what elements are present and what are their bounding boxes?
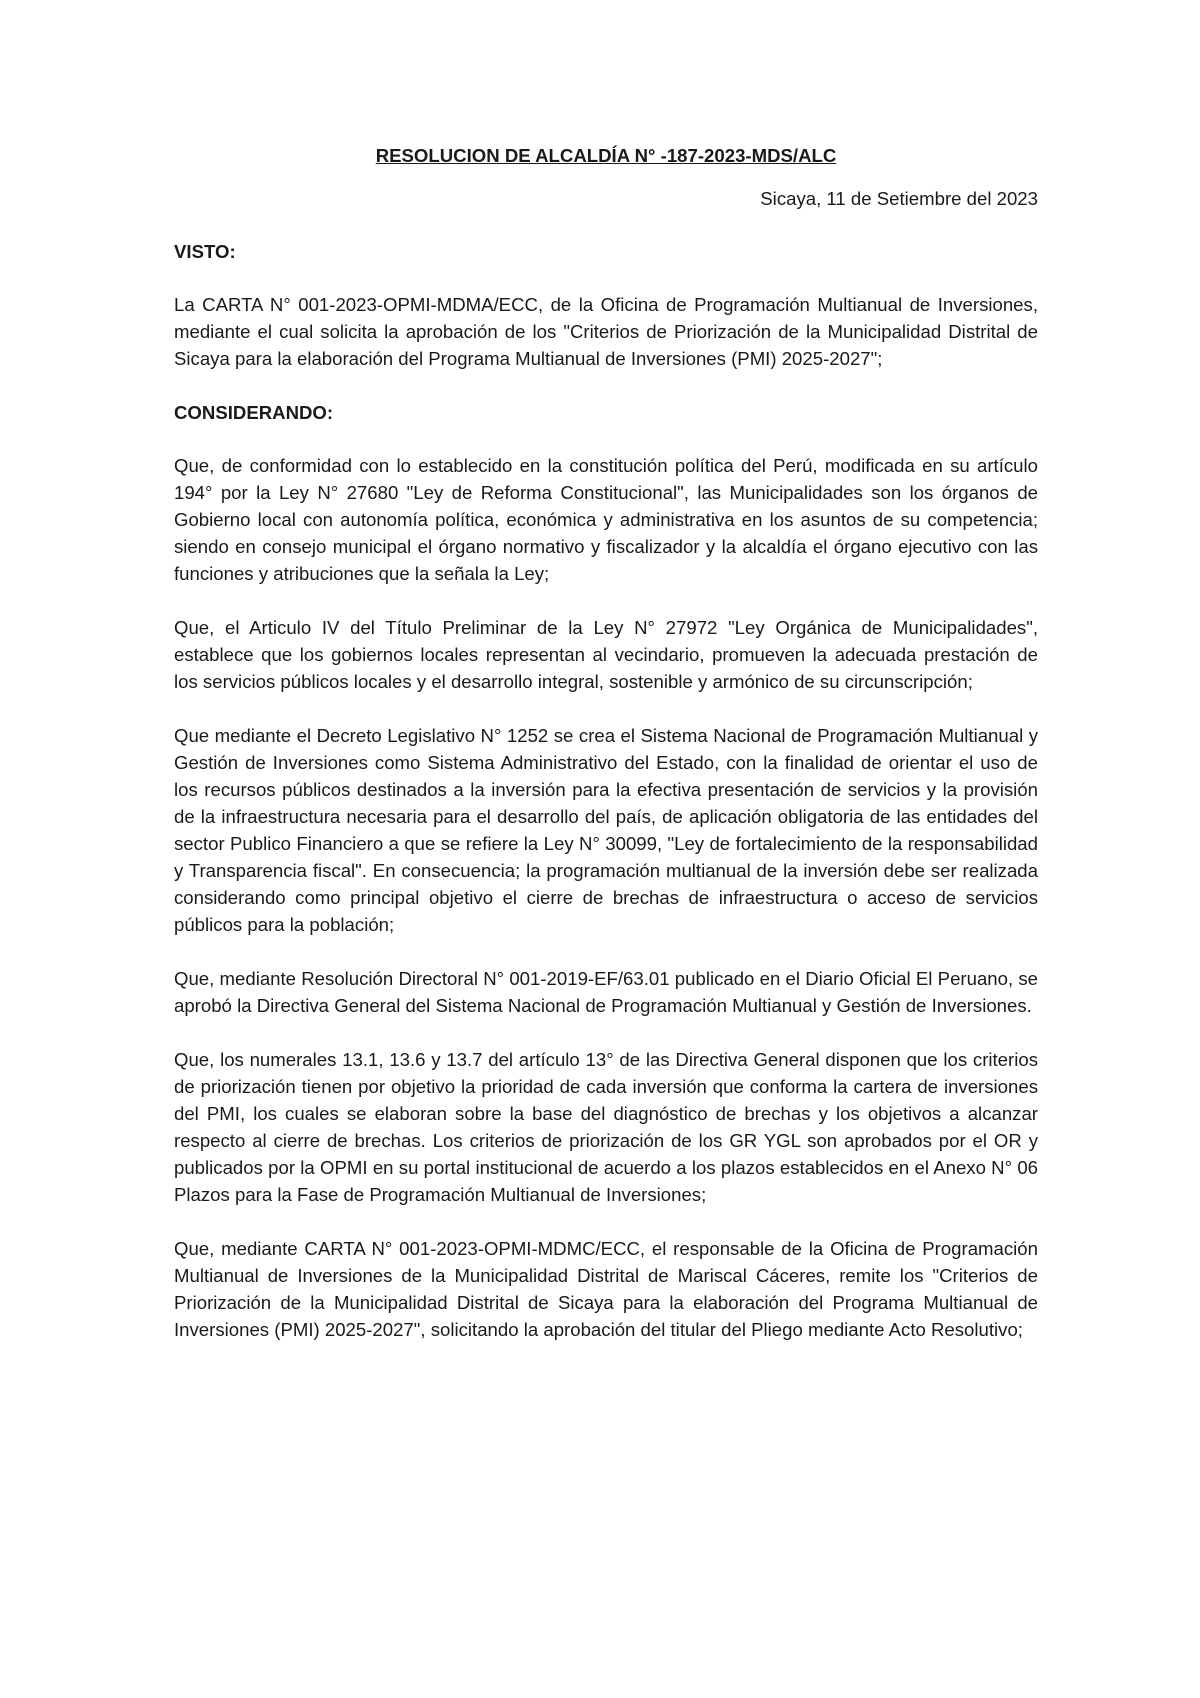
document-body [174, 142, 1038, 1370]
considerando-paragraph-4: Que, mediante Resolución Directoral N° 001-2019-EF/63.01 publicado en el Diario Oficial El Peruano, se aprobó la Directiva General del Sistema Nacional de Programación Multianual y Gestión de Inversiones. [174, 968, 1038, 1016]
considerando-heading: CONSIDERANDO: [174, 402, 334, 423]
visto-heading: VISTO: [174, 241, 236, 262]
considerando-paragraph-2: Que, el Articulo IV del Título Preliminar de la Ley N° 27972 "Ley Orgánica de Municipalidades", establece que los gobiernos locales representan al vecindario, promueven la adecuada prestación de los servicios públicos locales y el desarrollo integral, sostenible y armónico de su circunscripción; [174, 617, 1038, 692]
considerando-paragraph-3: Que mediante el Decreto Legislativo N° 1252 se crea el Sistema Nacional de Programación Multianual y Gestión de Inversiones como Sistema Administrativo del Estado, con la finalidad de orientar el uso de los recursos públicos destinados a la inversión para la efectiva presentación de servicios y la provisión de la infraestructura necesaria para el desarrollo del país, de aplicación obligatoria de las entidades del sector Publico Financiero a que se refiere la Ley N° 30099, "Ley de fortalecimiento de la responsabilidad y Transparencia fiscal". En consecuencia; la programación multianual de la inversión debe ser realizada considerando como principal objetivo el cierre de brechas de infraestructura o acceso de servicios públicos para la población; [174, 725, 1038, 935]
considerando-paragraph-6: Que, mediante CARTA N° 001-2023-OPMI-MDMC/ECC, el responsable de la Oficina de Programación Multianual de Inversiones de la Municipalidad Distrital de Mariscal Cáceres, remite los "Criterios de Priorización de la Municipalidad Distrital de Sicaya para la elaboración del Programa Multianual de Inversiones (PMI) 2025-2027", solicitando la aprobación del titular del Pliego mediante Acto Resolutivo; [174, 1238, 1038, 1340]
visto-paragraph: La CARTA N° 001-2023-OPMI-MDMA/ECC, de la Oficina de Programación Multianual de Inversiones, mediante el cual solicita la aprobación de los "Criterios de Priorización de la Municipalidad Distrital de Sicaya para la elaboración del Programa Multianual de Inversiones (PMI) 2025-2027"; [174, 294, 1038, 369]
considerando-paragraph-1: Que, de conformidad con lo establecido en la constitución política del Perú, modificada en su artículo 194° por la Ley N° 27680 "Ley de Reforma Constitucional", las Municipalidades son los órganos de Gobierno local con autonomía política, económica y administrativa en los asuntos de su competencia; siendo en consejo municipal el órgano normativo y fiscalizador y la alcaldía el órgano ejecutivo con las funciones y atribuciones que la señala la Ley; [174, 455, 1038, 584]
resolution-title: RESOLUCION DE ALCALDÍA N° -187-2023-MDS/ALC [375, 145, 837, 166]
resolution-date: Sicaya, 11 de Setiembre del 2023 [760, 188, 1038, 209]
considerando-paragraph-5: Que, los numerales 13.1, 13.6 y 13.7 del artículo 13° de las Directiva General disponen que los criterios de priorización tienen por objetivo la prioridad de cada inversión que conforma la cartera de inversiones del PMI, los cuales se elaboran sobre la base del diagnóstico de brechas y los objetivos a alcanzar respecto al cierre de brechas. Los criterios de priorización de los GR YGL son aprobados por el OR y publicados por la OPMI en su portal institucional de acuerdo a los plazos establecidos en el Anexo N° 06 Plazos para la Fase de Programación Multianual de Inversiones; [174, 1049, 1038, 1205]
